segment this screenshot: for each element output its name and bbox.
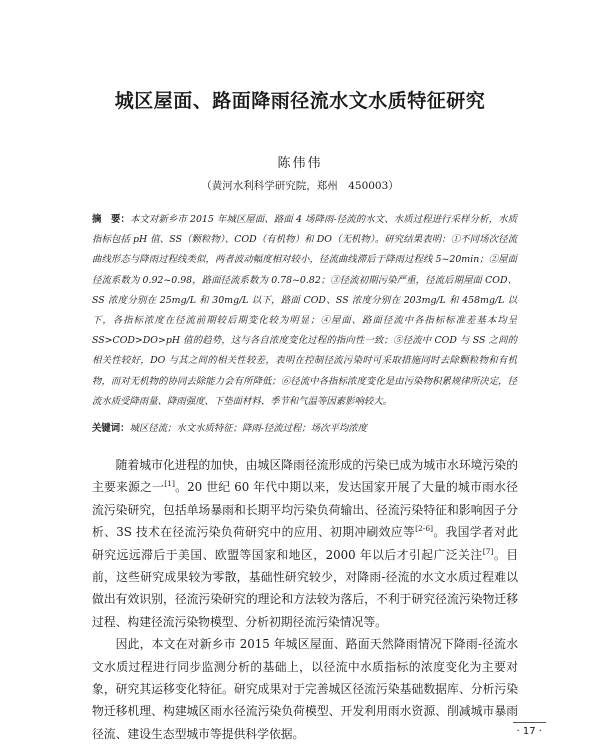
author-name: 陈伟伟 <box>277 156 323 171</box>
page-number: · 17 · <box>516 726 542 737</box>
keywords-label: 关键词： <box>92 423 130 434</box>
citation-2-6: [2-6] <box>415 524 434 534</box>
keywords <box>92 420 517 438</box>
keywords-text: 城区径流；水文水质特征；降雨-径流过程；场次平均浓度 <box>129 423 368 434</box>
p1-text-d: 。目前，这些研究成果较为零散，基础性研究较少，对降雨-径流的水文水质过程难以做出有效识别，径流污染研究的理论和方法较为落后，不利于研究径流污染物迁移过程、构建径流污染物模型、分析初期径流污染情况等。 <box>92 547 518 629</box>
p1-text-c: 。我国学者对此研究远远滞后于美国、欧盟等国家和地区，2000 年以后才引起广泛关注 <box>92 525 518 562</box>
citation-1: [1] <box>164 479 175 489</box>
paper-title: 城区屋面、路面降雨径流水文水质特征研究 <box>114 90 486 112</box>
citation-7: [7] <box>482 546 494 556</box>
body-paragraph-1 <box>92 454 518 633</box>
p1-text-b: 。20 世纪 60 年代中期以来，发达国家开展了大量的城市雨水径流污染研究，包括单场暴雨和长期平均污染负荷输出、径流污染特征和影响因子分析、3S 技术在径流污染负荷研究中的应用、初期冲刷效应等 <box>92 480 518 540</box>
author-affiliation: （黄河水利科学研究院，郑州 450003） <box>201 180 399 192</box>
abstract-label: 摘 要： <box>92 214 130 225</box>
abstract-text: 本文对新乡市 2015 年城区屋面、路面 4 场降雨-径流的水文、水质过程进行采样分析，水质指标包括 pH 值、SS（颗粒物）、COD（有机物）和 DO（无机物）。研究结果表明：①不同场次径流曲线形态与降雨过程线类似，两者波动幅度相对较小，径流曲线滞后于降雨过程线 5~20min；②屋面径流系数为 0.92~0.98，路面径流系数为 0.78~0.82；③径流初期污染严重，径流后期屋面 COD、SS 浓度分别在 25mg/L 和 30mg/L 以下，路面 COD、SS 浓度分别在 203mg/L 和 458mg/L 以下，各指标浓度在径流前期较后期变化较为明显；④屋面、路面径流中各指标标准差基本均呈 SS>COD>DO>pH 值的趋势，这与各自浓度变化过程的指向性一致；⑤径流中 COD 与 SS 之间的相关性较好，DO 与其之间的相关性较差，表明在控制径流污染时可采取措施同时去除颗粒物和有机物，而对无机物的协同去除能力会有所降低；⑥径流中各指标浓度变化是由污染物积累规律所决定，径流水质受降雨量、降雨强度、下垫面材料、季节和气温等因素影响较大。 <box>92 214 517 407</box>
body-paragraph-2: 因此，本文在对新乡市 2015 年城区屋面、路面天然降雨情况下降雨-径流水文水质过程进行同步监测分析的基础上，以径流中水质指标的浓度变化为主要对象，研究其运移变化特征。研究成果对于完善城区径流污染基础数据库、分析污染物迁移机理、构建城区雨水径流污染负荷模型、开发利用雨水资源、削减城市暴雨径流、建设生态型城市等提供科学依据。 <box>92 637 518 741</box>
body-text <box>92 454 518 745</box>
abstract <box>92 210 517 412</box>
p1-text-a: 随着城市化进程的加快，由城区降雨径流形成的污染已成为城市水环境污染的主要来源之一 <box>92 458 518 495</box>
